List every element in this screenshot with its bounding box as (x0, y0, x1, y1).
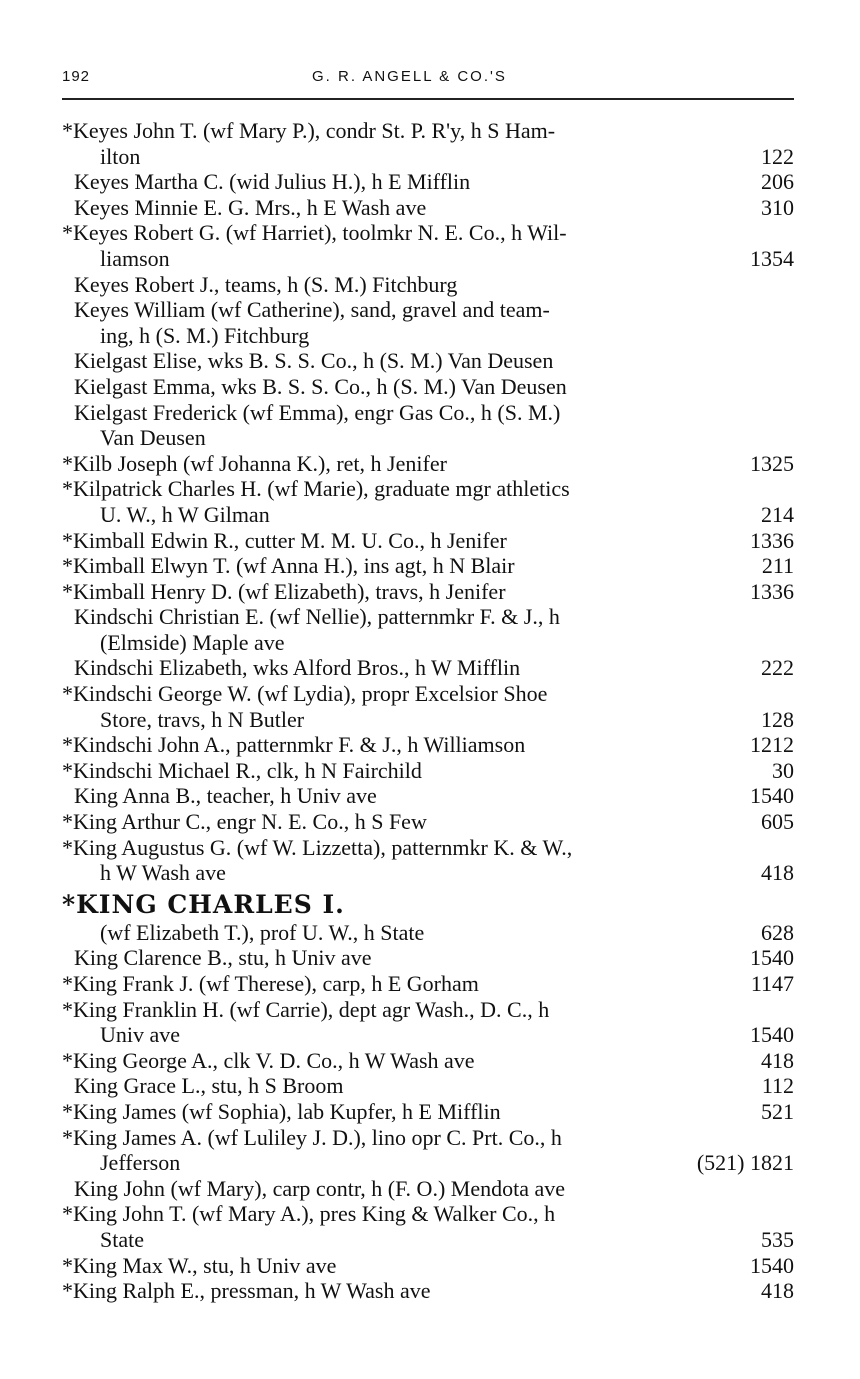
entry-text: *King Franklin H. (wf Carrie), dept agr Wash., D. C., h (62, 996, 550, 1022)
entry-text: Keyes Robert J., teams, h (S. M.) Fitchburg (74, 271, 458, 297)
entry-text: *Kindschi John A., patternmkr F. & J., h Williamson (62, 732, 526, 758)
entry-text: (Elmside) Maple ave (100, 629, 285, 655)
street-number: 1540 (750, 1022, 794, 1048)
directory-line (0, 945, 860, 971)
street-number: 418 (761, 1278, 794, 1304)
entry-text: *Kindschi George W. (wf Lydia), propr Excelsior Shoe (62, 681, 548, 707)
street-number: 214 (761, 501, 794, 527)
directory-line (0, 400, 860, 426)
directory-line (0, 553, 860, 579)
entry-text: *King Max W., stu, h Univ ave (62, 1252, 337, 1278)
directory-line (0, 1048, 860, 1074)
directory-line (0, 1022, 860, 1048)
directory-line (0, 476, 860, 502)
directory-line (0, 579, 860, 605)
street-number: 628 (761, 919, 794, 945)
street-number: 211 (761, 553, 794, 579)
header-rule (62, 98, 794, 100)
street-number: 112 (761, 1073, 794, 1099)
entry-text: Univ ave (100, 1022, 181, 1048)
directory-line (0, 681, 860, 707)
street-number: 418 (761, 860, 794, 886)
entry-heading (0, 890, 860, 920)
directory-line (0, 732, 860, 758)
directory-line (0, 783, 860, 809)
entry-text: *King Arthur C., engr N. E. Co., h S Few (62, 809, 427, 835)
entry-text: ilton (100, 143, 141, 169)
page-header (62, 68, 794, 90)
entry-text: *Keyes Robert G. (wf Harriet), toolmkr N. E. Co., h Wil- (62, 220, 567, 246)
directory-line (0, 348, 860, 374)
running-title: G. R. ANGELL & CO.'S (312, 68, 507, 85)
directory-line (0, 655, 860, 681)
directory-line (0, 860, 860, 886)
directory-line (0, 971, 860, 997)
entry-text: Kindschi Elizabeth, wks Alford Bros., h W Mifflin (74, 655, 521, 681)
street-number: 521 (761, 1098, 794, 1124)
directory-entries (0, 118, 860, 1304)
directory-line (0, 630, 860, 656)
directory-line (0, 707, 860, 733)
directory-line (0, 758, 860, 784)
street-number: 1336 (750, 527, 794, 553)
page-number: 192 (62, 68, 91, 85)
entry-text: Van Deusen (100, 425, 206, 451)
street-number: 122 (761, 143, 794, 169)
directory-line (0, 1253, 860, 1279)
directory-line (0, 272, 860, 298)
directory-line (0, 1073, 860, 1099)
street-number: 222 (761, 655, 794, 681)
directory-line (0, 997, 860, 1023)
directory-line (0, 809, 860, 835)
directory-line (0, 1125, 860, 1151)
entry-text: King Clarence B., stu, h Univ ave (74, 945, 372, 971)
street-number: 1540 (750, 945, 794, 971)
street-number: 30 (772, 757, 794, 783)
entry-text: Keyes William (wf Catherine), sand, gravel and team- (74, 297, 550, 323)
directory-line (0, 297, 860, 323)
directory-line (0, 169, 860, 195)
directory-line (0, 1099, 860, 1125)
entry-text: ing, h (S. M.) Fitchburg (100, 322, 310, 348)
entry-text: Keyes Martha C. (wid Julius H.), h E Mifflin (74, 169, 471, 195)
entry-text: *Kimball Elwyn T. (wf Anna H.), ins agt, h N Blair (62, 553, 515, 579)
entry-text: U. W., h W Gilman (100, 501, 270, 527)
entry-text: King Grace L., stu, h S Broom (74, 1073, 344, 1099)
street-number: 1354 (750, 245, 794, 271)
entry-text: State (100, 1226, 144, 1252)
street-number: (521) 1821 (696, 1150, 794, 1176)
entry-text: h W Wash ave (100, 860, 226, 886)
directory-line (0, 323, 860, 349)
directory-line (0, 835, 860, 861)
street-number: 535 (761, 1226, 794, 1252)
entry-text: *King Ralph E., pressman, h W Wash ave (62, 1278, 431, 1304)
entry-text: liamson (100, 245, 170, 271)
entry-text: *Kindschi Michael R., clk, h N Fairchild (62, 757, 422, 783)
street-number: 418 (761, 1047, 794, 1073)
entry-text: Jefferson (100, 1150, 181, 1176)
directory-line (0, 1227, 860, 1253)
entry-text: *Kilb Joseph (wf Johanna K.), ret, h Jenifer (62, 450, 447, 476)
entry-text: King John (wf Mary), carp contr, h (F. O.) Mendota ave (74, 1175, 566, 1201)
street-number: 310 (761, 194, 794, 220)
entry-text: *King George A., clk V. D. Co., h W Wash ave (62, 1047, 475, 1073)
directory-line (0, 451, 860, 477)
entry-text: *Kilpatrick Charles H. (wf Marie), graduate mgr athletics (62, 476, 570, 502)
directory-line (0, 1176, 860, 1202)
directory-line (0, 920, 860, 946)
entry-text: Keyes Minnie E. G. Mrs., h E Wash ave (74, 194, 427, 220)
directory-line (0, 1201, 860, 1227)
entry-text: *King James (wf Sophia), lab Kupfer, h E Mifflin (62, 1098, 501, 1124)
entry-text: *Kimball Edwin R., cutter M. M. U. Co., h Jenifer (62, 527, 507, 553)
street-number: 1147 (750, 971, 794, 996)
directory-line (0, 604, 860, 630)
street-number: 605 (761, 809, 794, 835)
entry-text: *King James A. (wf Luliley J. D.), lino opr C. Prt. Co., h (62, 1124, 562, 1150)
directory-line (0, 502, 860, 528)
entry-text: King Anna B., teacher, h Univ ave (74, 783, 377, 809)
entry-text: *Keyes John T. (wf Mary P.), condr St. P. R'y, h S Ham- (62, 118, 556, 143)
directory-line (0, 425, 860, 451)
directory-line (0, 1278, 860, 1304)
entry-text: Store, travs, h N Butler (100, 706, 305, 732)
street-number: 1336 (750, 578, 794, 604)
entry-text: Kindschi Christian E. (wf Nellie), patternmkr F. & J., h (74, 604, 560, 630)
entry-text: *KING CHARLES I. (62, 889, 345, 919)
entry-text: (wf Elizabeth T.), prof U. W., h State (100, 919, 425, 945)
entry-text: Kielgast Elise, wks B. S. S. Co., h (S. M.) Van Deusen (74, 348, 554, 374)
street-number: 1212 (750, 732, 794, 758)
directory-line (0, 220, 860, 246)
directory-line (0, 246, 860, 272)
street-number: 128 (761, 706, 794, 732)
entry-text: *King Frank J. (wf Therese), carp, h E Gorham (62, 971, 479, 996)
directory-line (0, 195, 860, 221)
entry-text: *King John T. (wf Mary A.), pres King & Walker Co., h (62, 1201, 556, 1227)
entry-text: *Kimball Henry D. (wf Elizabeth), travs, h Jenifer (62, 578, 506, 604)
directory-line (0, 374, 860, 400)
street-number: 1540 (750, 1252, 794, 1278)
street-number: 1325 (750, 450, 794, 476)
entry-text: *King Augustus G. (wf W. Lizzetta), patternmkr K. & W., (62, 834, 573, 860)
directory-line (0, 1150, 860, 1176)
directory-line (0, 118, 860, 144)
directory-line (0, 528, 860, 554)
street-number: 206 (761, 169, 794, 195)
entry-text: Kielgast Frederick (wf Emma), engr Gas Co., h (S. M.) (74, 399, 561, 425)
entry-text: Kielgast Emma, wks B. S. S. Co., h (S. M.) Van Deusen (74, 373, 567, 399)
directory-line (0, 144, 860, 170)
street-number: 1540 (750, 783, 794, 809)
